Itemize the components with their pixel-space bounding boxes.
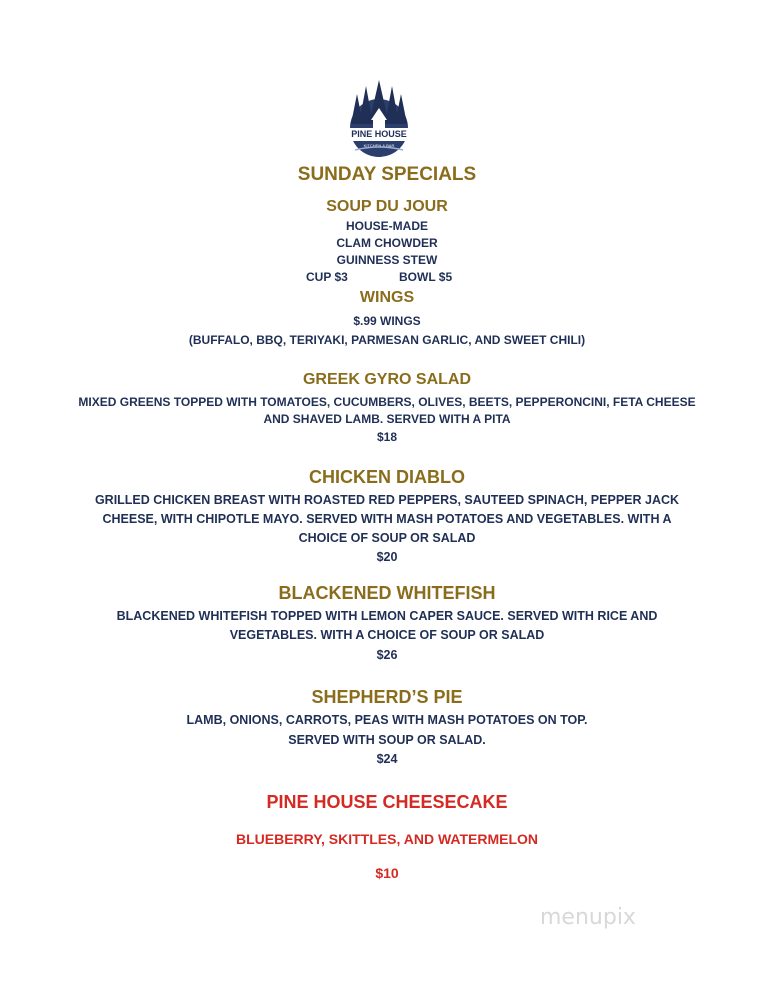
cheesecake-price: $10 xyxy=(375,865,399,881)
shepherd-price: $24 xyxy=(376,752,398,766)
menupix-watermark: menupix xyxy=(540,905,636,930)
soup-line: CLAM CHOWDER xyxy=(336,236,438,250)
soup-heading: SOUP DU JOUR xyxy=(326,198,448,215)
whitefish-desc: BLACKENED WHITEFISH TOPPED WITH LEMON CAPER SAUCE. SERVED WITH RICE AND xyxy=(116,609,658,623)
whitefish-heading: BLACKENED WHITEFISH xyxy=(278,583,496,603)
wings-flavors: (BUFFALO, BBQ, TERIYAKI, PARMESAN GARLIC, AND SWEET CHILI) xyxy=(188,333,586,347)
wings-price: $.99 WINGS xyxy=(353,314,421,328)
soup-cup-price: CUP $3 xyxy=(306,270,348,284)
gyro-desc: MIXED GREENS TOPPED WITH TOMATOES, CUCUMBERS, OLIVES, BEETS, PEPPERONCINI, FETA CHEESE xyxy=(78,395,696,409)
diablo-price: $20 xyxy=(376,550,398,564)
diablo-desc: CHOICE OF SOUP OR SALAD xyxy=(298,531,476,545)
gyro-heading: GREEK GYRO SALAD xyxy=(302,371,471,388)
diablo-desc: CHEESE, WITH CHIPOTLE MAYO. SERVED WITH MASH POTATOES AND VEGETABLES. WITH A xyxy=(102,512,672,526)
cheesecake-flavors: BLUEBERRY, SKITTLES, AND WATERMELON xyxy=(235,831,539,847)
whitefish-price: $26 xyxy=(376,648,398,662)
menu-title: SUNDAY SPECIALS xyxy=(297,164,477,185)
logo-subtitle: KITCHEN & BAR xyxy=(363,143,395,148)
pine-house-logo xyxy=(345,80,413,158)
soup-bowl-price: BOWL $5 xyxy=(399,270,453,284)
shepherd-desc: LAMB, ONIONS, CARROTS, PEAS WITH MASH POTATOES ON TOP. xyxy=(186,713,588,727)
whitefish-desc: VEGETABLES. WITH A CHOICE OF SOUP OR SALAD xyxy=(229,628,545,642)
soup-line: GUINNESS STEW xyxy=(336,253,438,267)
diablo-heading: CHICKEN DIABLO xyxy=(309,467,465,487)
shepherd-desc: SERVED WITH SOUP OR SALAD. xyxy=(288,733,486,747)
soup-line: HOUSE-MADE xyxy=(345,219,428,233)
shepherd-heading: SHEPHERD’S PIE xyxy=(311,687,463,707)
gyro-desc: AND SHAVED LAMB. SERVED WITH A PITA xyxy=(263,412,511,426)
cheesecake-heading: PINE HOUSE CHEESECAKE xyxy=(266,792,508,812)
diablo-desc: GRILLED CHICKEN BREAST WITH ROASTED RED PEPPERS, SAUTEED SPINACH, PEPPER JACK xyxy=(94,493,680,507)
logo-name: PINE HOUSE xyxy=(351,129,407,139)
wings-heading: WINGS xyxy=(359,289,415,306)
gyro-price: $18 xyxy=(376,430,398,444)
